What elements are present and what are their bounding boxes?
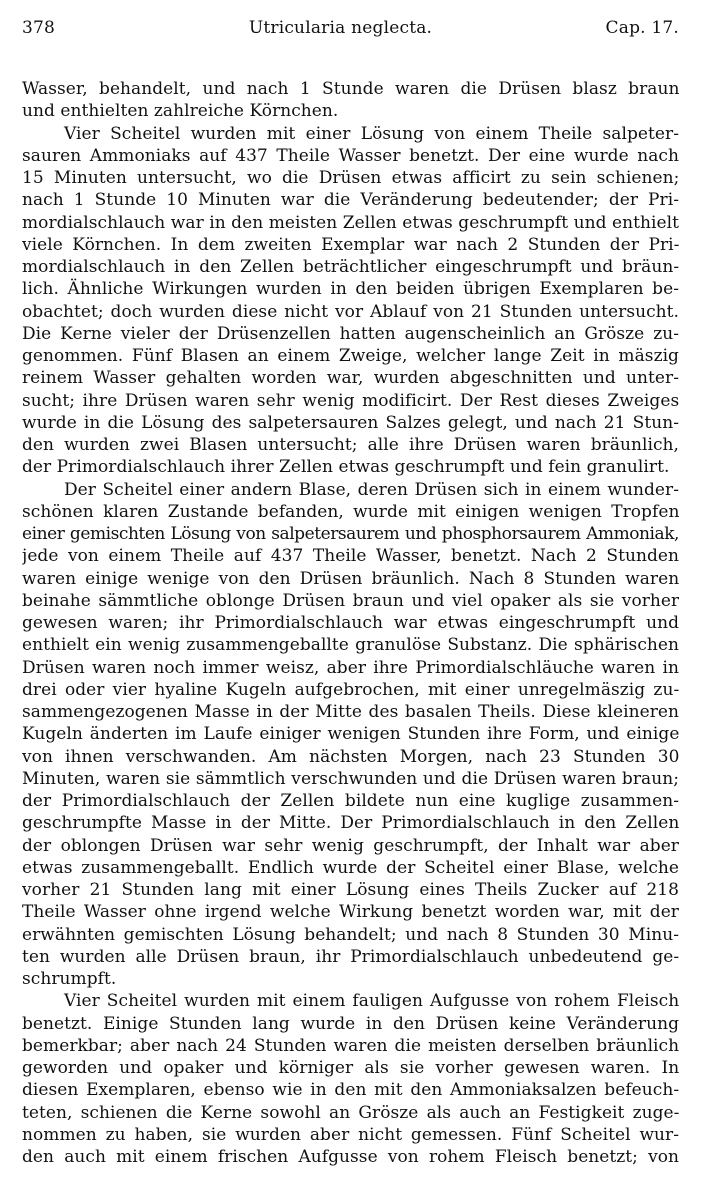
text-line: diesen Exemplaren, ebenso wie in den mit den Ammoniaksalzen befeuch- bbox=[22, 1080, 679, 1101]
text-line: sammengezogenen Masse in der Mitte des basalen Theils. Diese kleineren bbox=[22, 702, 679, 722]
text-line: genommen. Fünf Blasen an einem Zweige, welcher lange Zeit in mäszig bbox=[22, 346, 679, 366]
text-line: mordialschlauch war in den meisten Zellen etwas geschrumpft und enthielt bbox=[22, 212, 679, 233]
text-line: enthielt ein wenig zusammengeballte granulöse Substanz. Die sphärischen bbox=[22, 635, 679, 656]
text-line: ten wurden alle Drüsen braun, ihr Primordialschlauch unbedeutend ge- bbox=[22, 946, 679, 967]
text-line: mordialschlauch in den Zellen beträchtlicher eingeschrumpft und bräun- bbox=[22, 257, 679, 277]
text-line: etwas zusammengeballt. Endlich wurde der Scheitel einer Blase, welche bbox=[22, 857, 679, 878]
text-line: Der Scheitel einer andern Blase, deren Drüsen sich in einem wunder- bbox=[64, 479, 679, 500]
text-line: Drüsen waren noch immer weisz, aber ihre Primordialschläuche waren in bbox=[22, 657, 679, 678]
text-line: waren einige wenige von den Drüsen bräunlich. Nach 8 Stunden waren bbox=[22, 568, 679, 589]
text-line: einer gemischten Lösung von salpetersaurem und phosphorsaurem Ammoniak, bbox=[22, 524, 679, 544]
text-line: schrumpft. bbox=[22, 969, 117, 989]
running-title: Utricularia neglecta. bbox=[248, 18, 433, 38]
text-line: den wurden zwei Blasen untersucht; alle ihre Drüsen waren bräunlich, bbox=[22, 435, 679, 455]
text-line: beinahe sämmtliche oblonge Drüsen braun und viel opaker als sie vorher bbox=[22, 590, 679, 611]
text-line: viele Körnchen. In dem zweiten Exemplar war nach 2 Stunden der Pri- bbox=[22, 234, 679, 255]
text-line: obachtet; doch wurden diese nicht vor Ablauf von 21 Stunden untersucht. bbox=[22, 301, 679, 322]
text-line: der Primordialschlauch der Zellen bildete nun eine kuglige zusammen- bbox=[22, 791, 679, 811]
text-line: den auch mit einem frischen Aufgusse von rohem Fleisch benetzt; von bbox=[22, 1147, 679, 1167]
text-line: und enthielten zahlreiche Körnchen. bbox=[22, 101, 339, 122]
text-line: der oblongen Drüsen war sehr wenig geschrumpft, der Inhalt war aber bbox=[22, 835, 679, 856]
text-line: sauren Ammoniaks auf 437 Theile Wasser benetzt. Der eine wurde nach bbox=[22, 145, 679, 166]
text-line: Theile Wasser ohne irgend welche Wirkung benetzt worden war, mit der bbox=[22, 902, 679, 923]
text-line: geschrumpfte Masse in der Mitte. Der Primordialschlauch in den Zellen bbox=[22, 813, 679, 834]
chapter-label: Cap. 17. bbox=[605, 18, 679, 38]
text-line: nach 1 Stunde 10 Minuten war die Veränderung bedeutender; der Pri- bbox=[22, 190, 679, 211]
text-line: jede von einem Theile auf 437 Theile Wasser, benetzt. Nach 2 Stunden bbox=[22, 546, 679, 567]
text-line: schönen klaren Zustande befanden, wurde mit einigen wenigen Tropfen bbox=[22, 501, 679, 522]
text-line: Wasser, behandelt, und nach 1 Stunde waren die Drüsen blasz braun bbox=[22, 79, 679, 99]
text-line: vorher 21 Stunden lang mit einer Lösung eines Theils Zucker auf 218 bbox=[22, 880, 679, 900]
text-line: Vier Scheitel wurden mit einer Lösung von einem Theile salpeter- bbox=[64, 123, 679, 144]
text-line: teten, schienen die Kerne sowohl an Grösze als auch an Festigkeit zuge- bbox=[22, 1102, 679, 1123]
page-header bbox=[22, 18, 679, 54]
text-line: gewesen waren; ihr Primordialschlauch war etwas eingeschrumpft und bbox=[22, 613, 679, 633]
text-line: bemerkbar; aber nach 24 Stunden waren die meisten derselben bräunlich bbox=[22, 1035, 679, 1056]
text-line: Die Kerne vieler der Drüsenzellen hatten augenscheinlich an Grösze zu- bbox=[22, 323, 679, 344]
text-line: sucht; ihre Drüsen waren sehr wenig modificirt. Der Rest dieses Zweiges bbox=[22, 390, 679, 411]
text-line: reinem Wasser gehalten worden war, wurden abgeschnitten und unter- bbox=[22, 368, 679, 389]
text-line: drei oder vier hyaline Kugeln aufgebrochen, mit einer unregelmäszig zu- bbox=[22, 679, 679, 700]
text-line: Vier Scheitel wurden mit einem fauligen Aufgusse von rohem Fleisch bbox=[64, 991, 679, 1012]
text-line: benetzt. Einige Stunden lang wurde in den Drüsen keine Veränderung bbox=[22, 1013, 679, 1034]
text-line: lich. Ähnliche Wirkungen wurden in den beiden übrigen Exemplaren be- bbox=[22, 279, 679, 300]
text-line: der Primordialschlauch ihrer Zellen etwas geschrumpft und fein granulirt. bbox=[22, 457, 670, 478]
text-line: Kugeln änderten im Laufe einiger wenigen Stunden ihre Form, und einige bbox=[22, 724, 679, 745]
page-number: 378 bbox=[22, 18, 56, 38]
text-line: Minuten, waren sie sämmtlich verschwunden und die Drüsen waren braun; bbox=[22, 768, 679, 789]
text-line: 15 Minuten untersucht, wo die Drüsen etwas afficirt zu sein schienen; bbox=[22, 168, 679, 188]
text-line: wurde in die Lösung des salpetersauren Salzes gelegt, und nach 21 Stun- bbox=[22, 412, 679, 433]
body-text bbox=[22, 78, 679, 1168]
text-line: erwähnten gemischten Lösung behandelt; und nach 8 Stunden 30 Minu- bbox=[22, 924, 679, 945]
text-line: von ihnen verschwanden. Am nächsten Morgen, nach 23 Stunden 30 bbox=[22, 746, 679, 767]
text-line: nommen zu haben, sie wurden aber nicht gemessen. Fünf Scheitel wur- bbox=[22, 1124, 679, 1145]
text-line: geworden und opaker und körniger als sie vorher gewesen waren. In bbox=[22, 1058, 679, 1078]
